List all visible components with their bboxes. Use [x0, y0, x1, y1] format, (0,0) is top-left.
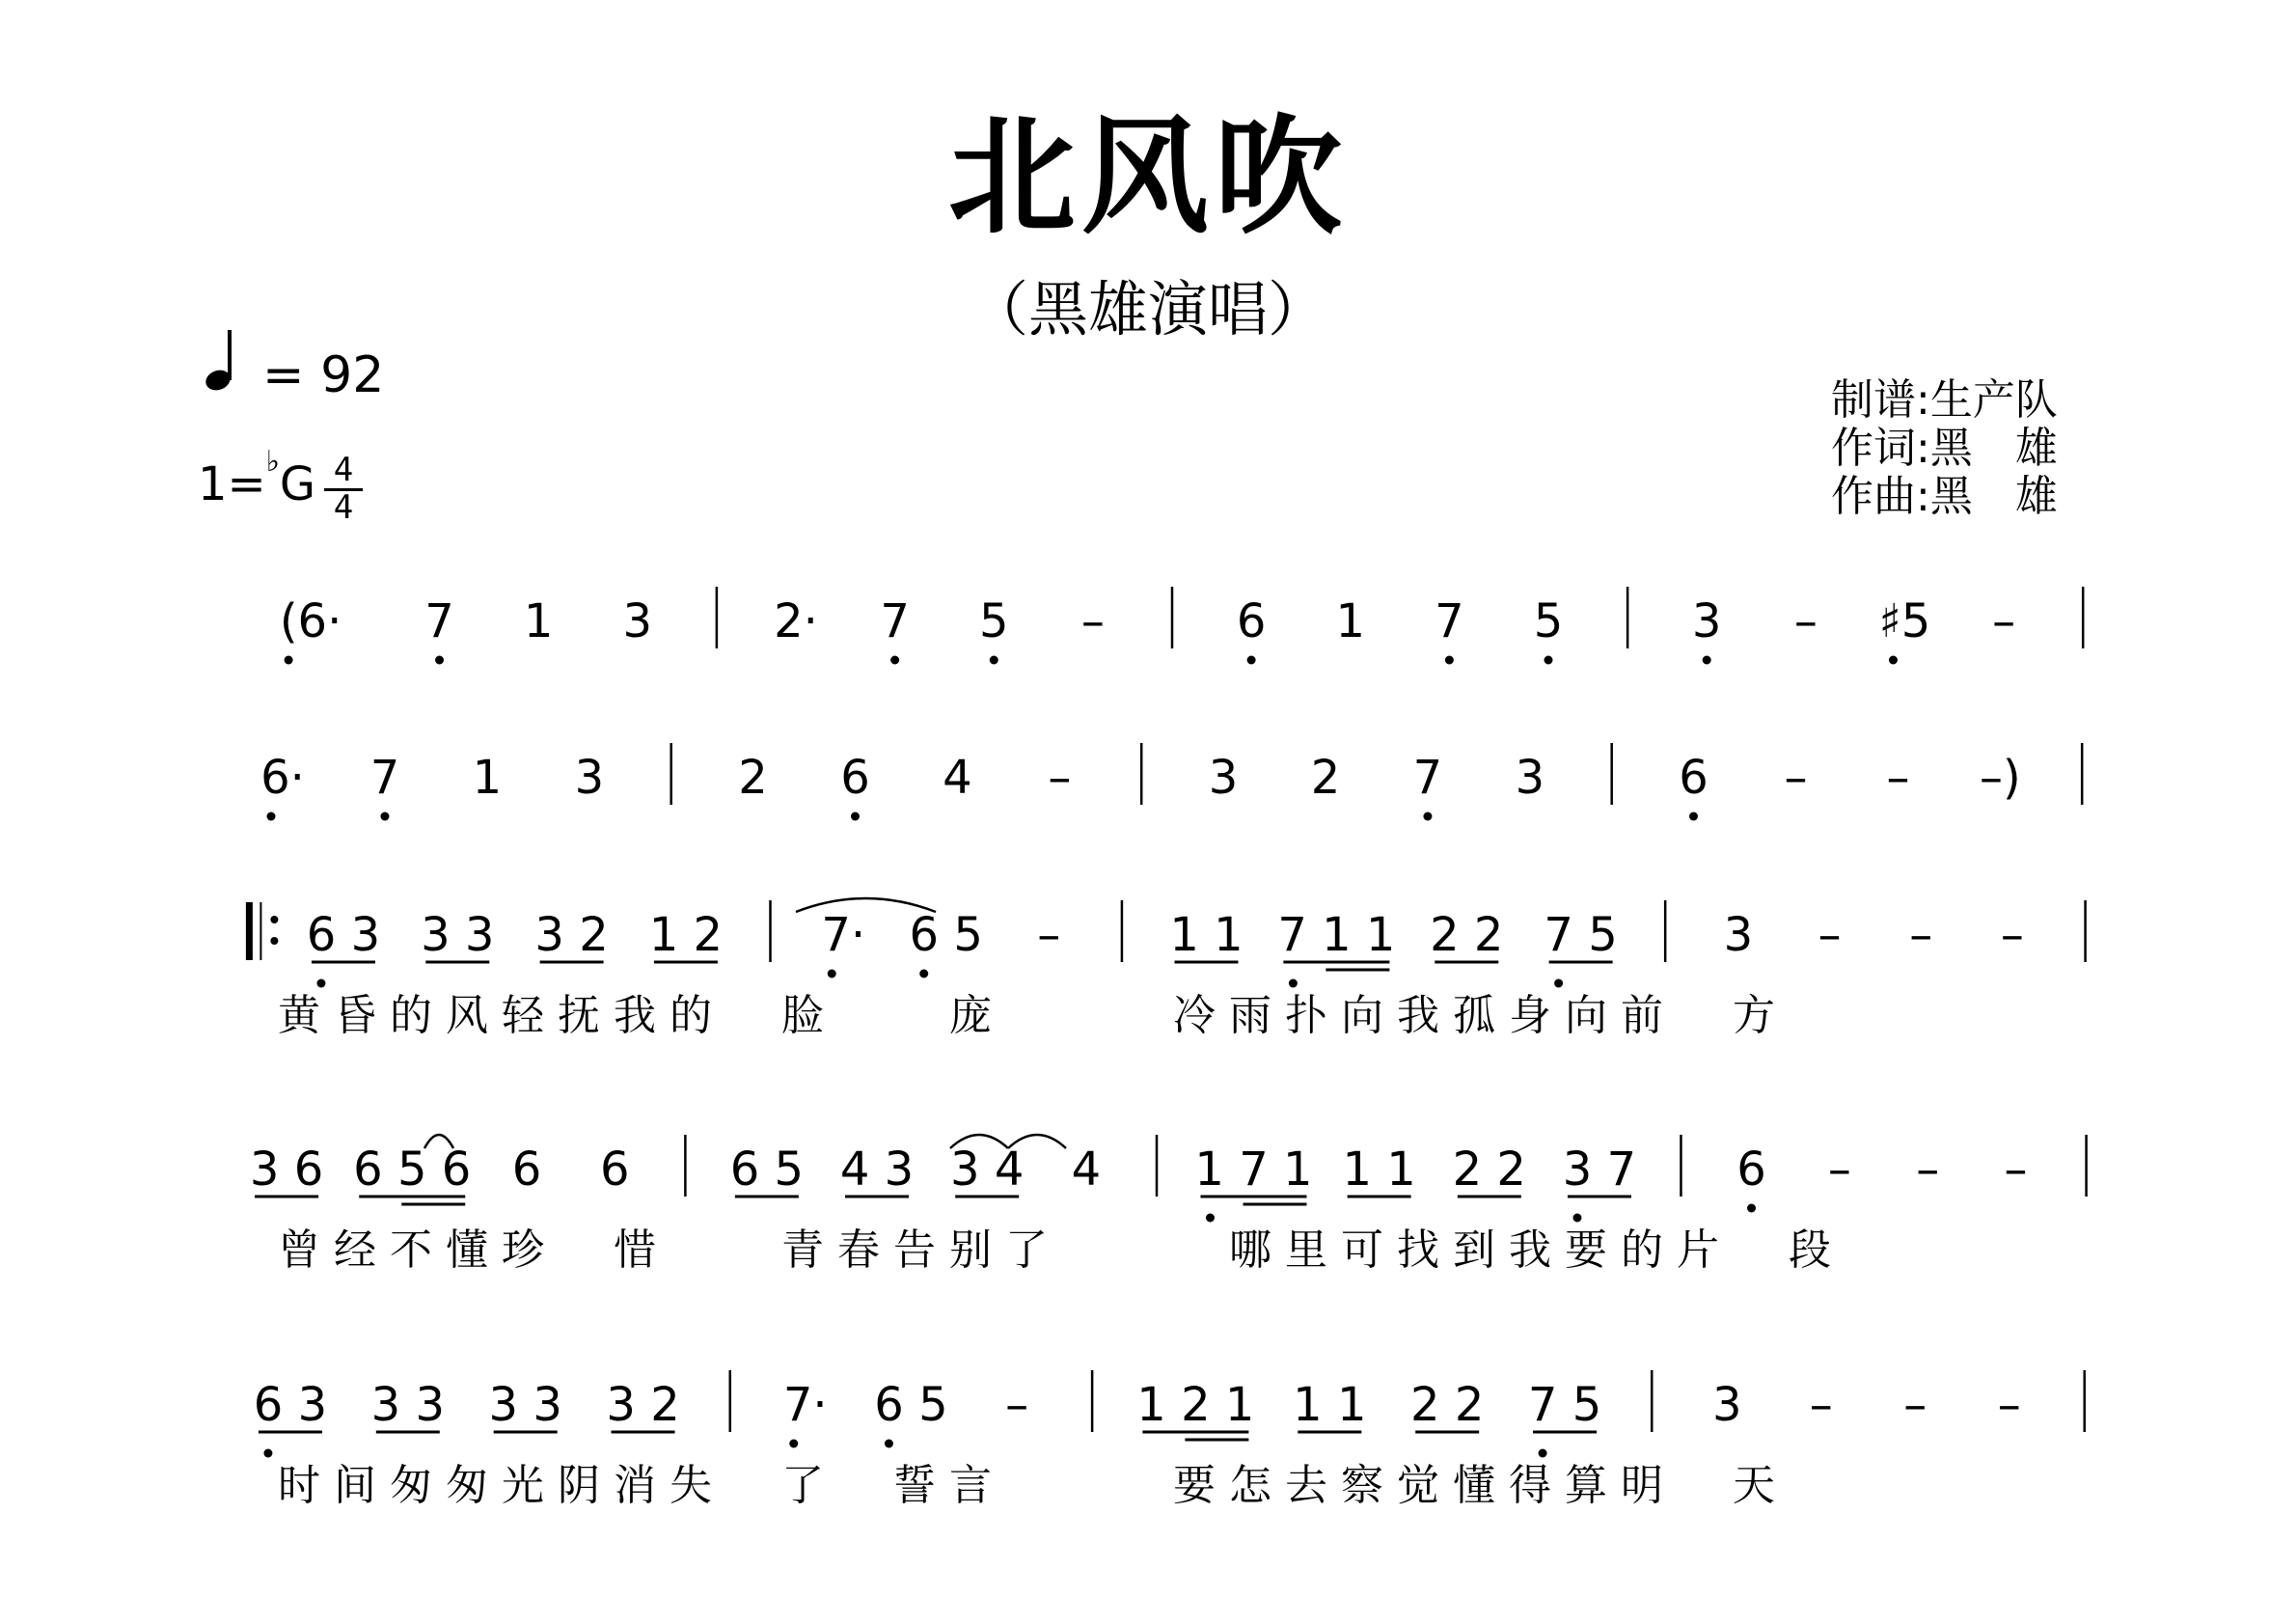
low-octave-dot — [1689, 812, 1698, 821]
note-group: 3 — [1691, 594, 1722, 648]
song-subtitle: （黑雄演唱） — [968, 274, 1327, 344]
low-octave-dot — [828, 970, 836, 978]
note-group: – — [1916, 1142, 1940, 1197]
note-group: 6 5 — [874, 1378, 948, 1432]
low-octave-dot — [435, 656, 444, 665]
note-group: 1 1 — [1169, 908, 1244, 962]
note-group: – — [1793, 594, 1818, 648]
note-group: (6· — [279, 594, 342, 648]
low-octave-dot — [1247, 656, 1256, 665]
note-group: 3 — [622, 594, 653, 648]
note-group: 6 — [1736, 1142, 1766, 1197]
note-group: – — [1809, 1378, 1833, 1432]
low-octave-dot — [890, 656, 899, 665]
note-group: – — [1784, 751, 1808, 805]
key-note: G — [279, 457, 316, 511]
note-group: 2 2 — [1430, 908, 1504, 962]
note-group: 3 2 — [534, 908, 609, 962]
low-octave-dot — [789, 1440, 798, 1448]
credit-value: 黑 雄 — [1929, 424, 2058, 473]
note-group: 2 2 — [1452, 1142, 1526, 1197]
note-group: 2 2 — [1410, 1378, 1485, 1432]
note-group: 6 — [1679, 751, 1708, 805]
low-octave-dot — [266, 812, 275, 821]
note-group: 3 3 — [370, 1378, 445, 1432]
note-group: 7 5 — [1527, 1378, 1602, 1432]
low-octave-dot — [1423, 812, 1432, 821]
note-group: 3 6 — [249, 1142, 324, 1197]
low-octave-dot — [380, 812, 389, 821]
note-group: – — [1037, 908, 1061, 962]
low-octave-dot — [1703, 656, 1711, 665]
note-group: 7 1 1 — [1277, 908, 1396, 962]
note-group: – — [1827, 1142, 1851, 1197]
credit-label: 制谱: — [1831, 375, 1930, 425]
note-group: – — [1005, 1378, 1029, 1432]
note-group: – — [1818, 908, 1842, 962]
note-group: 6 — [1236, 594, 1267, 648]
low-octave-dot — [990, 656, 998, 665]
song-title: 北风吹 — [948, 103, 1348, 252]
note-group: –) — [1980, 751, 2021, 805]
note-group: 1 — [472, 751, 503, 805]
note-group: – — [2000, 908, 2024, 962]
note-group: – — [1992, 594, 2016, 648]
low-octave-dot — [885, 1440, 893, 1448]
low-octave-dot — [285, 656, 293, 665]
note-group: 1 1 — [1342, 1142, 1416, 1197]
note-group: – — [1903, 1378, 1927, 1432]
low-octave-dot — [316, 979, 325, 988]
low-octave-dot — [263, 1449, 272, 1458]
note-group: 7 5 — [1544, 908, 1618, 962]
note-group: 4 — [1071, 1142, 1102, 1197]
low-octave-dot — [1206, 1214, 1215, 1223]
low-octave-dot — [1539, 1449, 1547, 1458]
note-group: 7· — [782, 1378, 828, 1432]
note-group: – — [1909, 908, 1933, 962]
low-octave-dot — [1554, 979, 1563, 988]
note-group: 5 — [978, 594, 1009, 648]
note-group: 4 3 — [839, 1142, 915, 1197]
tempo-value: 92 — [320, 346, 385, 404]
note-group: 1 — [1335, 594, 1366, 648]
lyric-line: 黄昏的风轻抚我的 脸 庞 冷雨扑向我孤身向前 方 — [278, 991, 1789, 1040]
note-group: ♯5 — [1878, 594, 1931, 648]
time-signature-denominator: 4 — [333, 488, 354, 527]
time-signature-numerator: 4 — [324, 454, 363, 491]
repeat-dot — [270, 916, 278, 923]
note-group: 3 4 — [950, 1142, 1025, 1197]
low-octave-dot — [1289, 979, 1298, 988]
note-group: 1 2 1 — [1136, 1378, 1255, 1432]
credit-value: 黑 雄 — [1929, 472, 2058, 521]
note-group: 6 3 — [253, 1378, 328, 1432]
note-group: – — [1886, 751, 1910, 805]
lyric-line: 曾经不懂珍 惜 青春告别了 哪里可找到我要的片 段 — [278, 1225, 1845, 1275]
note-group: 3 — [1723, 908, 1754, 962]
note-group: 6 5 — [729, 1142, 805, 1197]
note-group: 1 7 1 — [1194, 1142, 1313, 1197]
note-group: 3 — [1515, 751, 1545, 805]
note-group: 7 — [1435, 594, 1464, 648]
note-group: 7 — [424, 594, 454, 648]
note-group: 4 — [943, 751, 972, 805]
credit-value: 生产队 — [1929, 375, 2058, 425]
note-group: 3 — [574, 751, 605, 805]
note-group: 2· — [774, 594, 818, 648]
note-group: – — [1080, 594, 1105, 648]
low-octave-dot — [1445, 656, 1454, 665]
note-group: 7 — [880, 594, 910, 648]
note-group: 7 — [369, 751, 400, 805]
note-group: 7 — [1412, 751, 1443, 805]
low-octave-dot — [1889, 656, 1898, 665]
low-octave-dot — [851, 812, 860, 821]
note-group: 2 — [1310, 751, 1341, 805]
note-group: 1 — [523, 594, 554, 648]
low-octave-dot — [1544, 656, 1553, 665]
low-octave-dot — [919, 970, 928, 978]
tempo-equals: = — [262, 346, 321, 404]
note-group: 3 — [1711, 1378, 1742, 1432]
credit-label: 作曲: — [1831, 472, 1930, 521]
repeat-dot — [270, 937, 278, 945]
low-octave-dot — [1572, 1214, 1581, 1223]
note-group: – — [1048, 751, 1072, 805]
note-group: – — [2004, 1142, 2028, 1197]
note-group: 2 — [738, 751, 768, 805]
note-group: 3 7 — [1562, 1142, 1637, 1197]
note-group: 6 5 — [909, 908, 983, 962]
note-group: 3 3 — [421, 908, 495, 962]
note-group: 7· — [821, 908, 866, 962]
low-octave-dot — [1747, 1204, 1756, 1213]
note-group: 1 1 — [1293, 1378, 1367, 1432]
note-group: 6 5 6 — [353, 1142, 472, 1197]
note-group: 5 — [1533, 594, 1564, 648]
note-group: 6 — [511, 1142, 542, 1197]
credit-label: 作词: — [1831, 424, 1930, 473]
note-group: 3 2 — [606, 1378, 680, 1432]
note-group: – — [1997, 1378, 2021, 1432]
note-group: 3 3 — [488, 1378, 562, 1432]
note-group: 6 — [840, 751, 870, 805]
note-group: 6 3 — [306, 908, 381, 962]
note-group: 3 — [1208, 751, 1239, 805]
note-group: 1 2 — [648, 908, 724, 962]
key-prefix: 1= — [198, 457, 266, 511]
flat-accidental: ♭ — [265, 445, 280, 479]
lyric-line: 时间匆匆光阴消失 了 誓言 要怎去察觉懂得算明 天 — [278, 1461, 1789, 1510]
note-group: 6 — [600, 1142, 630, 1197]
note-group: 6· — [260, 751, 305, 805]
